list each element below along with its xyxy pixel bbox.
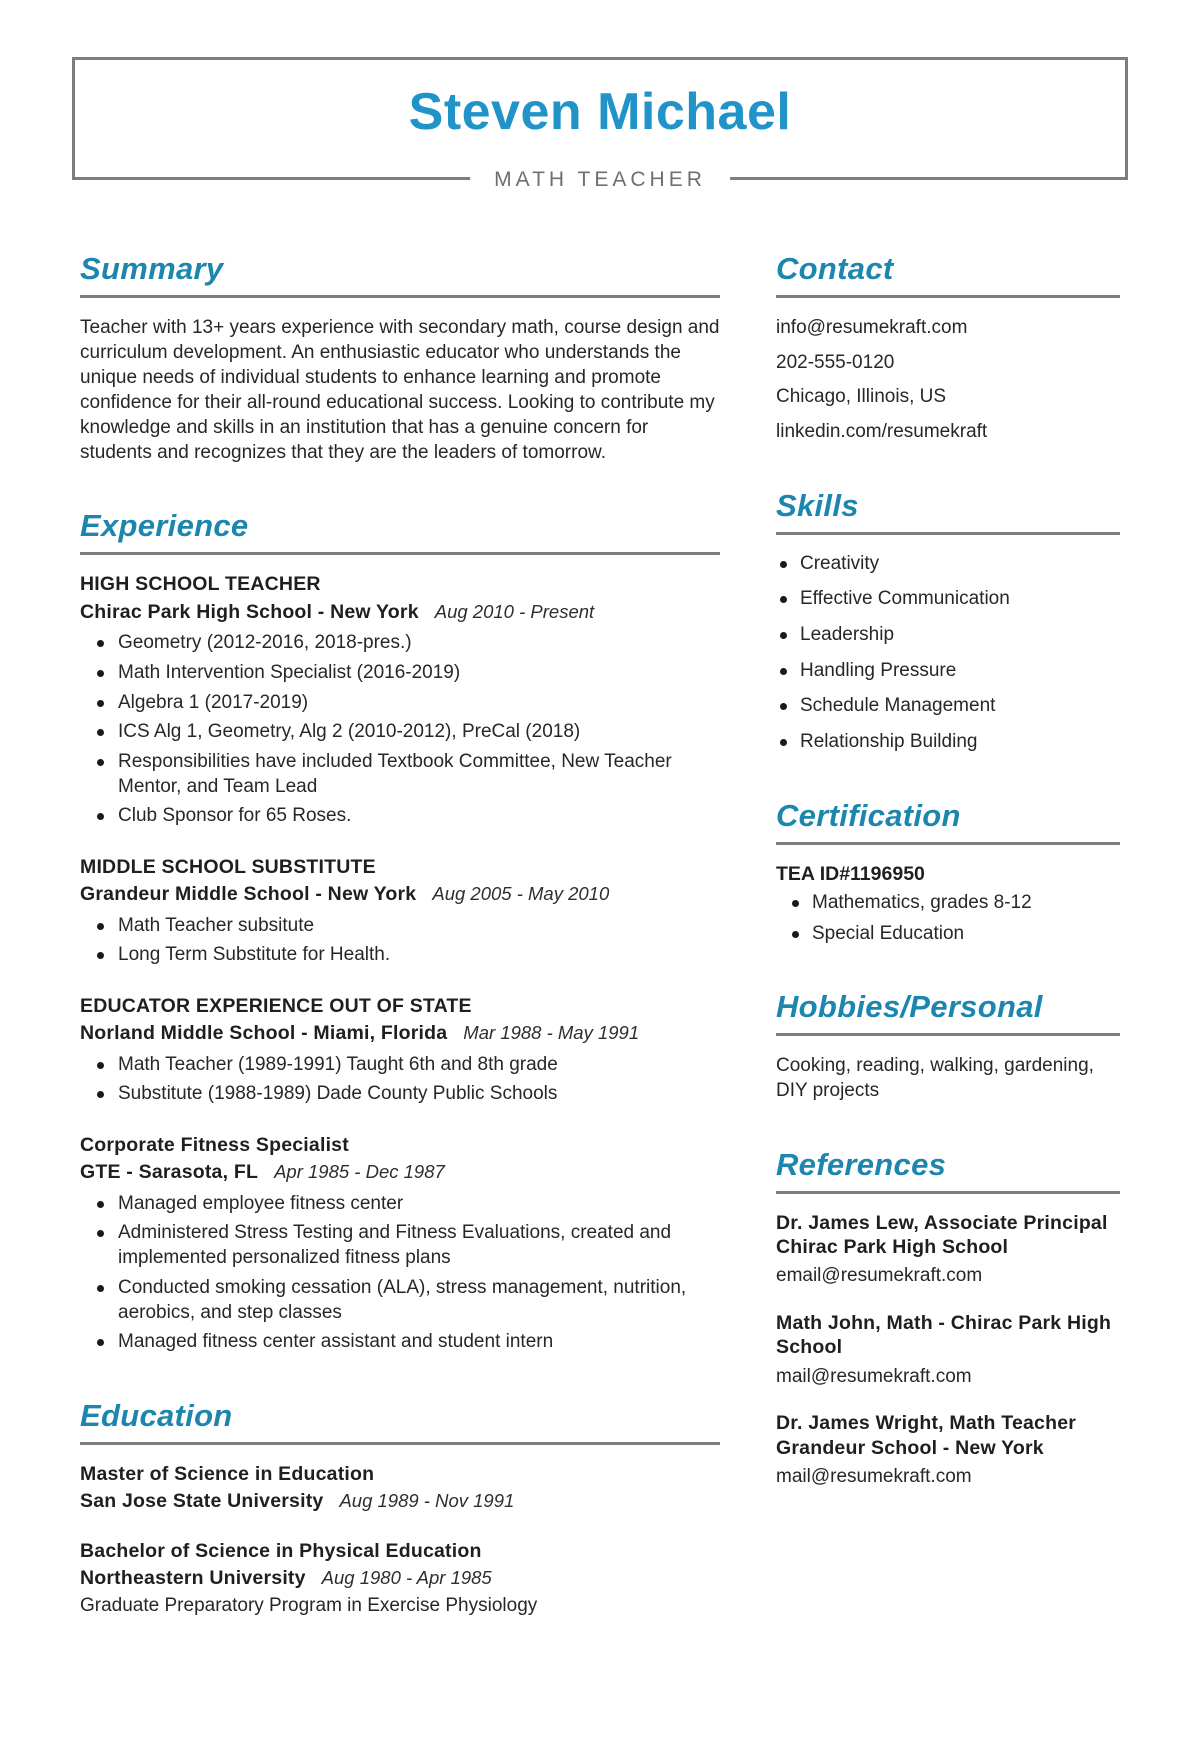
education-school: Northeastern University (80, 1566, 306, 1589)
job-entry (80, 994, 720, 1107)
job-organization: Grandeur Middle School - New York (80, 883, 417, 906)
contact-list (776, 315, 1120, 445)
contact-heading: Contact (776, 251, 894, 286)
reference-entry (776, 1411, 1120, 1489)
certification-heading: Certification (776, 797, 961, 833)
skill-item: Schedule Management (776, 694, 1120, 719)
job-dates: Mar 1988 - May 1991 (463, 1022, 640, 1044)
section-experience (80, 509, 720, 1354)
section-contact (776, 252, 1120, 445)
job-bullet-list (80, 1053, 720, 1107)
job-entry (80, 855, 720, 968)
skill-item: Effective Communication (776, 587, 1120, 612)
job-bullet-list (80, 631, 720, 829)
job-organization: GTE - Sarasota, FL (80, 1161, 259, 1184)
job-bullet: Math Teacher subsitute (80, 914, 720, 939)
hobbies-text: Cooking, reading, walking, gardening, DIY projects (776, 1055, 1094, 1102)
job-bullet: Club Sponsor for 65 Roses. (80, 804, 720, 829)
person-job-title: MATH TEACHER (470, 168, 730, 192)
reference-list (776, 1211, 1120, 1490)
hobbies-heading: Hobbies/Personal (776, 989, 1043, 1025)
section-divider (80, 295, 720, 298)
job-bullet: Managed fitness center assistant and student intern (80, 1330, 720, 1355)
job-organization: Norland Middle School - Miami, Florida (80, 1022, 448, 1045)
reference-entry (776, 1311, 1120, 1389)
job-bullet: Responsibilities have included Textbook Committee, New Teacher Mentor, and Team Lead (80, 750, 720, 799)
education-dates: Aug 1989 - Nov 1991 (339, 1490, 515, 1512)
section-divider (776, 842, 1120, 845)
job-organization: Chirac Park High School - New York (80, 600, 419, 623)
right-column (776, 252, 1120, 1619)
job-list (80, 572, 720, 1354)
contact-item: info@resumekraft.com (776, 317, 968, 338)
skill-item: Relationship Building (776, 730, 1120, 755)
reference-name: Dr. James Wright, Math Teacher Grandeur School - New York (776, 1412, 1077, 1459)
section-divider (776, 1191, 1120, 1194)
education-school-line (80, 1566, 720, 1591)
certification-item: Special Education (776, 922, 1120, 947)
job-org-line (80, 1160, 720, 1185)
job-role: MIDDLE SCHOOL SUBSTITUTE (80, 855, 376, 878)
references-heading: References (776, 1146, 947, 1182)
job-bullet-list (80, 914, 720, 968)
job-entry (80, 1133, 720, 1355)
job-bullet-list (80, 1192, 720, 1355)
education-entry (80, 1462, 720, 1515)
section-divider (776, 532, 1120, 535)
contact-item: 202-555-0120 (776, 351, 895, 373)
job-org-line (80, 882, 720, 907)
content-columns (80, 252, 1120, 1619)
section-certification (776, 799, 1120, 947)
reference-name: Dr. James Lew, Associate Principal Chirac Park High School (776, 1211, 1108, 1258)
section-divider (80, 1442, 720, 1445)
education-degree: Bachelor of Science in Physical Education (80, 1539, 482, 1562)
reference-entry (776, 1211, 1120, 1289)
header-box (72, 57, 1128, 191)
reference-email: email@resumekraft.com (776, 1265, 983, 1287)
job-org-line (80, 600, 720, 625)
section-divider (80, 552, 720, 555)
job-bullet: Geometry (2012-2016, 2018-pres.) (80, 631, 720, 656)
reference-email: mail@resumekraft.com (776, 1365, 972, 1387)
education-note: Graduate Preparatory Program in Exercise Physiology (80, 1595, 538, 1617)
job-bullet: Administered Stress Testing and Fitness Evaluations, created and implemented personalized fitness plans (80, 1221, 720, 1270)
job-bullet: Long Term Substitute for Health. (80, 943, 720, 968)
skill-item: Creativity (776, 552, 1120, 577)
section-skills (776, 489, 1120, 755)
skill-item: Leadership (776, 623, 1120, 648)
education-degree: Master of Science in Education (80, 1462, 375, 1485)
job-role: HIGH SCHOOL TEACHER (80, 573, 321, 596)
education-dates: Aug 1980 - Apr 1985 (321, 1566, 492, 1588)
job-bullet: Math Intervention Specialist (2016-2019) (80, 661, 720, 686)
certification-list (776, 891, 1120, 946)
section-divider (776, 295, 1120, 298)
resume-page (0, 57, 1200, 1755)
education-list (80, 1462, 720, 1619)
skill-item: Handling Pressure (776, 659, 1120, 684)
skills-heading: Skills (776, 487, 859, 523)
job-bullet: Math Teacher (1989-1991) Taught 6th and 8th grade (80, 1053, 720, 1078)
experience-heading: Experience (80, 508, 249, 544)
section-hobbies (776, 990, 1120, 1103)
job-org-line (80, 1021, 720, 1046)
reference-email: mail@resumekraft.com (776, 1466, 972, 1488)
education-heading: Education (80, 1397, 233, 1433)
contact-item: Chicago, Illinois, US (776, 386, 947, 408)
job-entry (80, 572, 720, 829)
contact-item: linkedin.com/resumekraft (776, 420, 988, 442)
section-references (776, 1148, 1120, 1490)
job-role: EDUCATOR EXPERIENCE OUT OF STATE (80, 995, 472, 1018)
summary-text: Teacher with 13+ years experience with secondary math, course design and curriculum development. An enthusiastic educator who understands the unique needs of individual students to enhance learning and promote confidence for their all-round educational success. Looking to contribute my knowledge and skills in an institution that has a genuine concern for students and recognizes that they are the leaders of tomorrow. (80, 317, 720, 464)
education-school: San Jose State University (80, 1490, 324, 1513)
job-dates: Aug 2010 - Present (434, 600, 595, 622)
education-entry (80, 1539, 720, 1619)
job-bullet: Conducted smoking cessation (ALA), stress management, nutrition, aerobics, and step classes (80, 1276, 720, 1325)
summary-heading: Summary (80, 251, 224, 286)
certification-title: TEA ID#1196950 (776, 862, 925, 885)
job-bullet: Algebra 1 (2017-2019) (80, 691, 720, 716)
job-dates: Apr 1985 - Dec 1987 (274, 1161, 445, 1183)
reference-name: Math John, Math - Chirac Park High School (776, 1312, 1112, 1359)
job-bullet: Managed employee fitness center (80, 1192, 720, 1217)
person-name: Steven Michael (408, 82, 792, 141)
job-dates: Aug 2005 - May 2010 (432, 883, 610, 905)
job-bullet: Substitute (1988-1989) Dade County Public Schools (80, 1082, 720, 1107)
job-role: Corporate Fitness Specialist (80, 1134, 349, 1157)
skills-list (776, 552, 1120, 755)
left-column (80, 252, 720, 1619)
section-summary (80, 252, 720, 465)
job-bullet: ICS Alg 1, Geometry, Alg 2 (2010-2012), PreCal (2018) (80, 720, 720, 745)
section-education (80, 1399, 720, 1619)
education-school-line (80, 1489, 720, 1514)
section-divider (776, 1033, 1120, 1036)
certification-item: Mathematics, grades 8-12 (776, 891, 1120, 916)
